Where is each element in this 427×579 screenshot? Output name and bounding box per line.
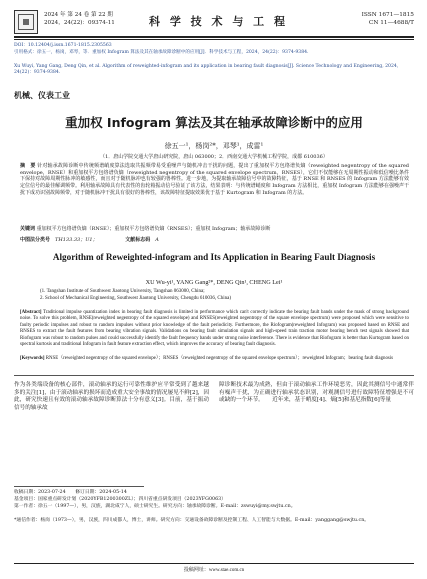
submission-url[interactable]: 投稿网址：www.stae.com.cn: [183, 568, 245, 573]
keywords-text-cn: 重加权平方包络谱负熵（RNSE）；重加权平方包络谱负熵（RNSES）；重加权 Infogram；轴承故障诊断: [36, 226, 271, 232]
authors-en: XU Wu-yi¹, YANG Gang²*, DENG Qin¹, CHENG Lei¹: [145, 279, 283, 286]
pages-line: 2024，24(22)：09374-11: [44, 20, 115, 26]
issn-info: [362, 11, 414, 27]
subject-category: 机械、仪表工业: [14, 91, 70, 100]
header-rule-thin: [14, 39, 414, 40]
body-column-right: 障诊断技术最为成熟，但由于滚动轴承工作环境恶劣，因此其测信号中通常伴有噪声干扰，为正确进行轴承状态识别，对观测信号进行故障特征增强是不可或缺的一个环节。 近年来，基于峭度[4]、熵[5]和基尼指数[6]等量: [219, 382, 414, 404]
keywords-text-en: RNSE（reweighted negentropy of the squared envelope）；RNSES（reweighted negentropy of the squared envelope spectrum）；reweighted Infogram；bearing fault diagnosis: [45, 356, 394, 361]
footnote-rule: [14, 486, 144, 487]
clc-label: 中图法分类号: [20, 237, 51, 243]
footnote-fund: 基金项目：国家重点研发计划（2020YFB1200300ZL）；四川省重点研发项目（2023YFG0063）: [14, 497, 226, 502]
keywords-en: [20, 356, 409, 362]
issue-info: [44, 11, 115, 27]
authors-cn: 徐五一¹，杨岗²*，邓琴¹，成雷¹: [164, 142, 264, 150]
keywords-cn: [20, 226, 409, 233]
section-divider: [14, 375, 414, 376]
affiliation-en-1: (1. Tangshan Institute of Southwest Jiaotong University, Tangshan 063000, China;: [40, 289, 205, 294]
citation-en: Xu Wuyi, Yang Gang, Deng Qin, et al. Algorithm of reweighted-infogram and its application in bearing fault diagnosis[J]. Science Technology and Engineering, 2024, 24(22)：9374-9384.: [14, 64, 399, 76]
footnote-corresponding: *通信作者：杨岗（1973—），男，汉族，四川成都人，博士，讲师。研究方向：交通设备故障诊断及控制工程、人工智能与大数据。E-mail：yanggang@swjtu.cn。: [14, 518, 370, 523]
abstract-label-en: [Abstract]: [20, 310, 42, 315]
issue-line: 2024 年 第 24 卷 第 22 期: [44, 12, 113, 18]
abstract-text-en: Traditional impulse quantization index in bearing fault diagnosis is limited in performance which can't correctly indicate the bearing fault bands under the mask of strong background noise. To solve this problem, RNSE(reweighted negentropy of the squared envelope) and RNSES(reweighted negentropy of the square envelope spectrum) were proposed which were sensitive to faulty periodic impulses and robust to random impulses without prior knowledge of the fault periodicity. Furthermore, the Riofogram(reweighted Infogram) was proposed based on RNSE and RNSES to extract the fault features from bearing vibration signals. Validations on bearing fault simulation signals and high-speed train traction motor bearing bench test signals showed that Riofogram was robust to random pulses and could successfully identify the fault frequency bands under strong noise interference. There is evidence that Riofogram is better than Kurtogram based on spectral kurtosis and traditional Infogram in fault feature extraction effect, which improves the accuracy of bearing fault diagnosis.: [20, 310, 409, 348]
abstract-cn: [20, 163, 409, 197]
abstract-text-cn: 针对轴承故障诊断中传统频谱峭度算法选取共振频带易受重噪声与随机冲击干扰的问题，提出了重加权平方包络谱负熵（reweighted negentropy of the squared envelope，RNSE）和重加权平方包络谱负熵（reweighted negentropy of the squared envelope spectrum，RNSES），它们不仅能够在无周期性振动和低信噪比条件下保持对故障周期性脉冲的敏感性，而且对于随机脉冲也有较强的鲁棒性。进一步地，为提取轴承故障信号中的故障特征，基于 RNSE 和 RNSES 的 Infogram 方法能够有效定位信号的最佳解调频带。利用轴承故障具有代表性的齿轮箱振动信号验证了该方法，结果表明：与传统谱峭度和 Infogram 方法相比，重加权 Infogram 方法能够在强噪声干扰下成功识别故障频带，对于随机脉冲干扰具有很好的鲁棒性，该故障特征提取效果优于基于 Kurtogram 和 Infogram 的方法。: [20, 163, 409, 196]
body-column-left: 作为各类端设备的核心部件，滚动轴承的运行可靠性维护应平常受到了越来越多的关注[1]，由于滚动轴承的损坏而造成重大安全事故的情况屡见不鲜[2]，因此，研究快速且有效的滚动轴承故障诊断算法十分有意义[3]。目前，基于振动信号的轴承故: [14, 382, 209, 412]
citation-cn: 引用格式：徐五一，杨岗，邓琴，等．重加权 Infogram 算法及其在轴承故障诊断中的应用[J]．科学技术与工程，2024，24(22)：9374-9384.: [14, 50, 309, 55]
article-title-cn: 重加权 Infogram 算法及其在轴承故障诊断中的应用: [65, 115, 363, 130]
doc-code-value: A: [155, 237, 159, 243]
abstract-label-cn: 摘 要: [20, 163, 36, 169]
footnote-received: 收稿日期：2023-07-24 修订日期：2024-05-14: [14, 490, 127, 495]
doi[interactable]: DOI：10.12404/j.issn.1671-1815.2305563: [14, 43, 112, 48]
footer-rule: [14, 563, 414, 564]
header-rule: [14, 36, 414, 38]
classification: [20, 237, 409, 244]
journal-logo: [14, 10, 38, 34]
journal-title: 科 学 技 术 与 工 程: [149, 15, 288, 28]
keywords-label-cn: 关键词: [20, 226, 36, 232]
keywords-label-en: [Keywords]: [20, 356, 45, 361]
footnote-first-author: 第一作者：徐五一（1997—），男，汉族，湖北咸宁人，硕士研究生。研究方向：轴承故障诊断。E-mail：zswuyi@my.swjtu.cn。: [14, 504, 296, 509]
abstract-en: [20, 310, 409, 348]
affiliations-cn: （1．唐山学院交通大学唐山研究院，唐山 063000；2．西南交通大学机械工程学院，成都 610036）: [100, 154, 328, 160]
clc-value: TH133.33；U1；: [55, 237, 98, 243]
affiliation-en-2: 2. School of Mechanical Engineering, Southwest Jiaotong University, Chengdu 610036, China): [40, 295, 232, 301]
issn-line: ISSN 1671—1815: [361, 12, 414, 18]
cn-line: CN 11—4688/T: [368, 20, 414, 26]
doc-code-label: 文献标志码: [125, 237, 151, 243]
article-title-en: Algorithm of Reweighted-infogram and Its Application in Bearing Fault Diagnosis: [52, 252, 376, 262]
affiliations-en: [40, 289, 390, 302]
